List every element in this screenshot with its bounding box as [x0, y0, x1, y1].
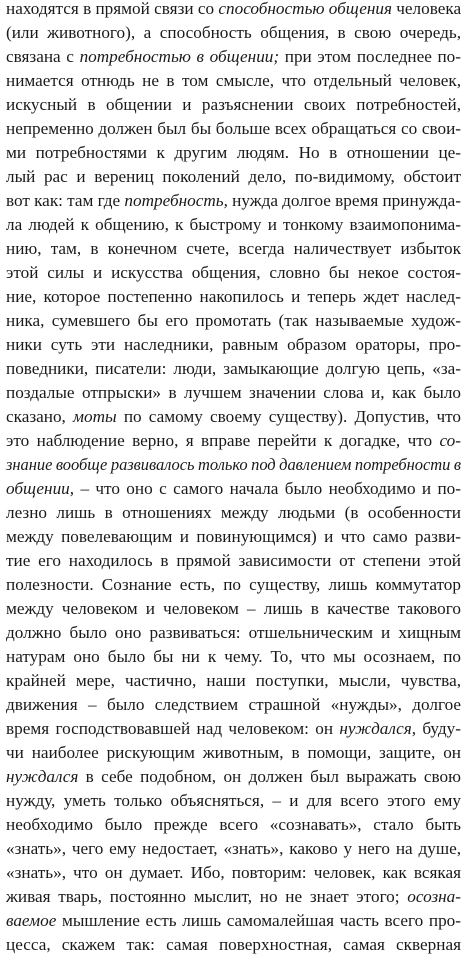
text-segment: ники суть эти наследники, равным образом ораторы, про- [6, 335, 461, 354]
text-segment: непременно должен был бы больше всех обращаться со свои- [6, 119, 461, 138]
text-line [6, 357, 461, 381]
italic-text: моты [73, 407, 117, 426]
text-segment: поздалые отпрыски» в лучшем значении слова и, как было [6, 383, 461, 402]
text-segment: тие его находилось в прямой зависимости от степени этой [6, 551, 461, 570]
text-segment: необходимо было прежде всего «сознавать», стало быть [6, 815, 461, 834]
text-line [6, 693, 461, 717]
text-segment: сказано, [6, 407, 74, 426]
text-line [6, 0, 461, 21]
italic-text: ваемое [6, 911, 57, 930]
text-line [6, 429, 461, 453]
text-line [6, 69, 461, 93]
text-line [6, 477, 461, 501]
text-line [6, 789, 461, 813]
text-segment: ми потребностями к другим людям. Но в отношении це- [6, 143, 461, 162]
body-text [6, 0, 461, 957]
text-segment: в себе подобном, он должен был выражать свою [78, 767, 461, 786]
text-line [6, 765, 461, 789]
text-segment: крайней мере, частично, наши поступки, мысли, чувства, [6, 671, 461, 690]
text-segment: нужду, уметь только объясняться, – и для всего этого ему [6, 791, 461, 810]
text-line [6, 933, 461, 957]
text-segment: буду- [416, 719, 461, 738]
text-segment: поведники, писатели: люди, замыкающие долгую цепь, «за- [6, 359, 461, 378]
text-line [6, 213, 461, 237]
text-line [6, 141, 461, 165]
text-segment: натурам оно было бы ни к чему. То, что мы осознаем, по [6, 647, 461, 666]
text-line [6, 501, 461, 525]
italic-text: нуждался [6, 767, 79, 786]
italic-text: нуждался, [339, 719, 416, 738]
text-segment: при этом последнее по- [279, 47, 461, 66]
text-segment: лезно лишь в отношениях между людьми (в особенности [6, 503, 461, 522]
italic-text: осозна- [407, 887, 461, 906]
text-line [6, 45, 461, 69]
text-line [6, 717, 461, 741]
text-line [6, 285, 461, 309]
text-segment: чи наиболее рискующим животным, в помощи, защите, он [6, 743, 461, 762]
text-segment: по самому своему существу). Допустив, что [116, 407, 461, 426]
text-line [6, 573, 461, 597]
text-segment: лый рас и верениц поколений дело, по-видимому, обстоит [6, 167, 461, 186]
text-line [6, 405, 461, 429]
italic-text: со- [439, 431, 461, 450]
text-segment: этой силы и искусства общения, словно бы некое состоя- [6, 263, 461, 282]
text-line [6, 837, 461, 861]
text-line [6, 621, 461, 645]
text-line [6, 165, 461, 189]
text-segment: ла людей к общению, к быстрому и тонкому взаимопонима- [6, 215, 461, 234]
text-line [6, 525, 461, 549]
italic-text: потребность, [124, 191, 228, 210]
text-line [6, 237, 461, 261]
text-line [6, 309, 461, 333]
text-segment: искусный в общении и разъяснении своих потребностей, [6, 95, 461, 114]
text-line [6, 93, 461, 117]
text-line [6, 117, 461, 141]
text-line [6, 645, 461, 669]
italic-text: способностью общения [218, 0, 392, 18]
text-segment: – что оно с самого начала было необходимо и по- [74, 479, 461, 498]
text-segment: связана с [6, 47, 80, 66]
text-segment: между человеком и человеком – лишь в качестве такового [6, 599, 461, 618]
text-segment: нимается отнюдь не в том смысле, что отдельный человек, [6, 71, 461, 90]
text-line [6, 333, 461, 357]
text-segment: живая тварь, постоянно мыслит, но не знает этого; [6, 887, 408, 906]
text-line [6, 597, 461, 621]
text-segment: цесса, скажем так: самая поверхностная, самая скверная [6, 935, 461, 954]
text-segment: ника, сумевшего бы его промотать (так называемые худож- [6, 311, 461, 330]
text-segment: должно было оно развиваться: отшельническим и хищным [6, 623, 461, 642]
text-segment: время господствовавшей над человеком: он [6, 719, 340, 738]
text-segment: мышление есть лишь самомалейшая часть всего про- [56, 911, 461, 930]
text-segment: нужда долгое время принужда- [227, 191, 461, 210]
italic-text: знание вообще развивалось только под давлением потребности в [6, 455, 461, 474]
text-segment: полезности. Сознание есть, по существу, лишь коммутатор [6, 575, 461, 594]
text-line [6, 669, 461, 693]
italic-text: общении, [6, 479, 75, 498]
text-line [6, 189, 461, 213]
text-segment: ние, которое постепенно накопилось и теперь ждет наслед- [6, 287, 461, 306]
text-line [6, 21, 461, 45]
text-segment: (или животного), а способность общения, в свою очередь, [6, 23, 461, 42]
text-line [6, 861, 461, 885]
italic-text: потребностью в общении; [79, 47, 280, 66]
text-line [6, 261, 461, 285]
text-segment: нию, там, в конечном счете, всегда наличествует избыток [6, 239, 461, 258]
text-line [6, 549, 461, 573]
text-segment: находятся в прямой связи со [6, 0, 219, 18]
text-line [6, 381, 461, 405]
text-segment: «знать», что он думает. Ибо, повторим: человек, как всякая [6, 863, 461, 882]
text-segment: движения – было следствием страшной «нужды», долгое [6, 695, 461, 714]
text-line [6, 453, 461, 477]
text-line [6, 741, 461, 765]
text-line [6, 909, 461, 933]
text-line [6, 813, 461, 837]
text-segment: это наблюдение верно, я вправе перейти к догадке, что [6, 431, 440, 450]
text-segment: человека [391, 0, 462, 18]
text-segment: «знать», чего ему недостает, «знать», каково у него на душе, [6, 839, 461, 858]
text-segment: между повелевающим и повинующимся) и что само разви- [6, 527, 461, 546]
text-line [6, 885, 461, 909]
text-segment: вот как: там где [6, 191, 125, 210]
